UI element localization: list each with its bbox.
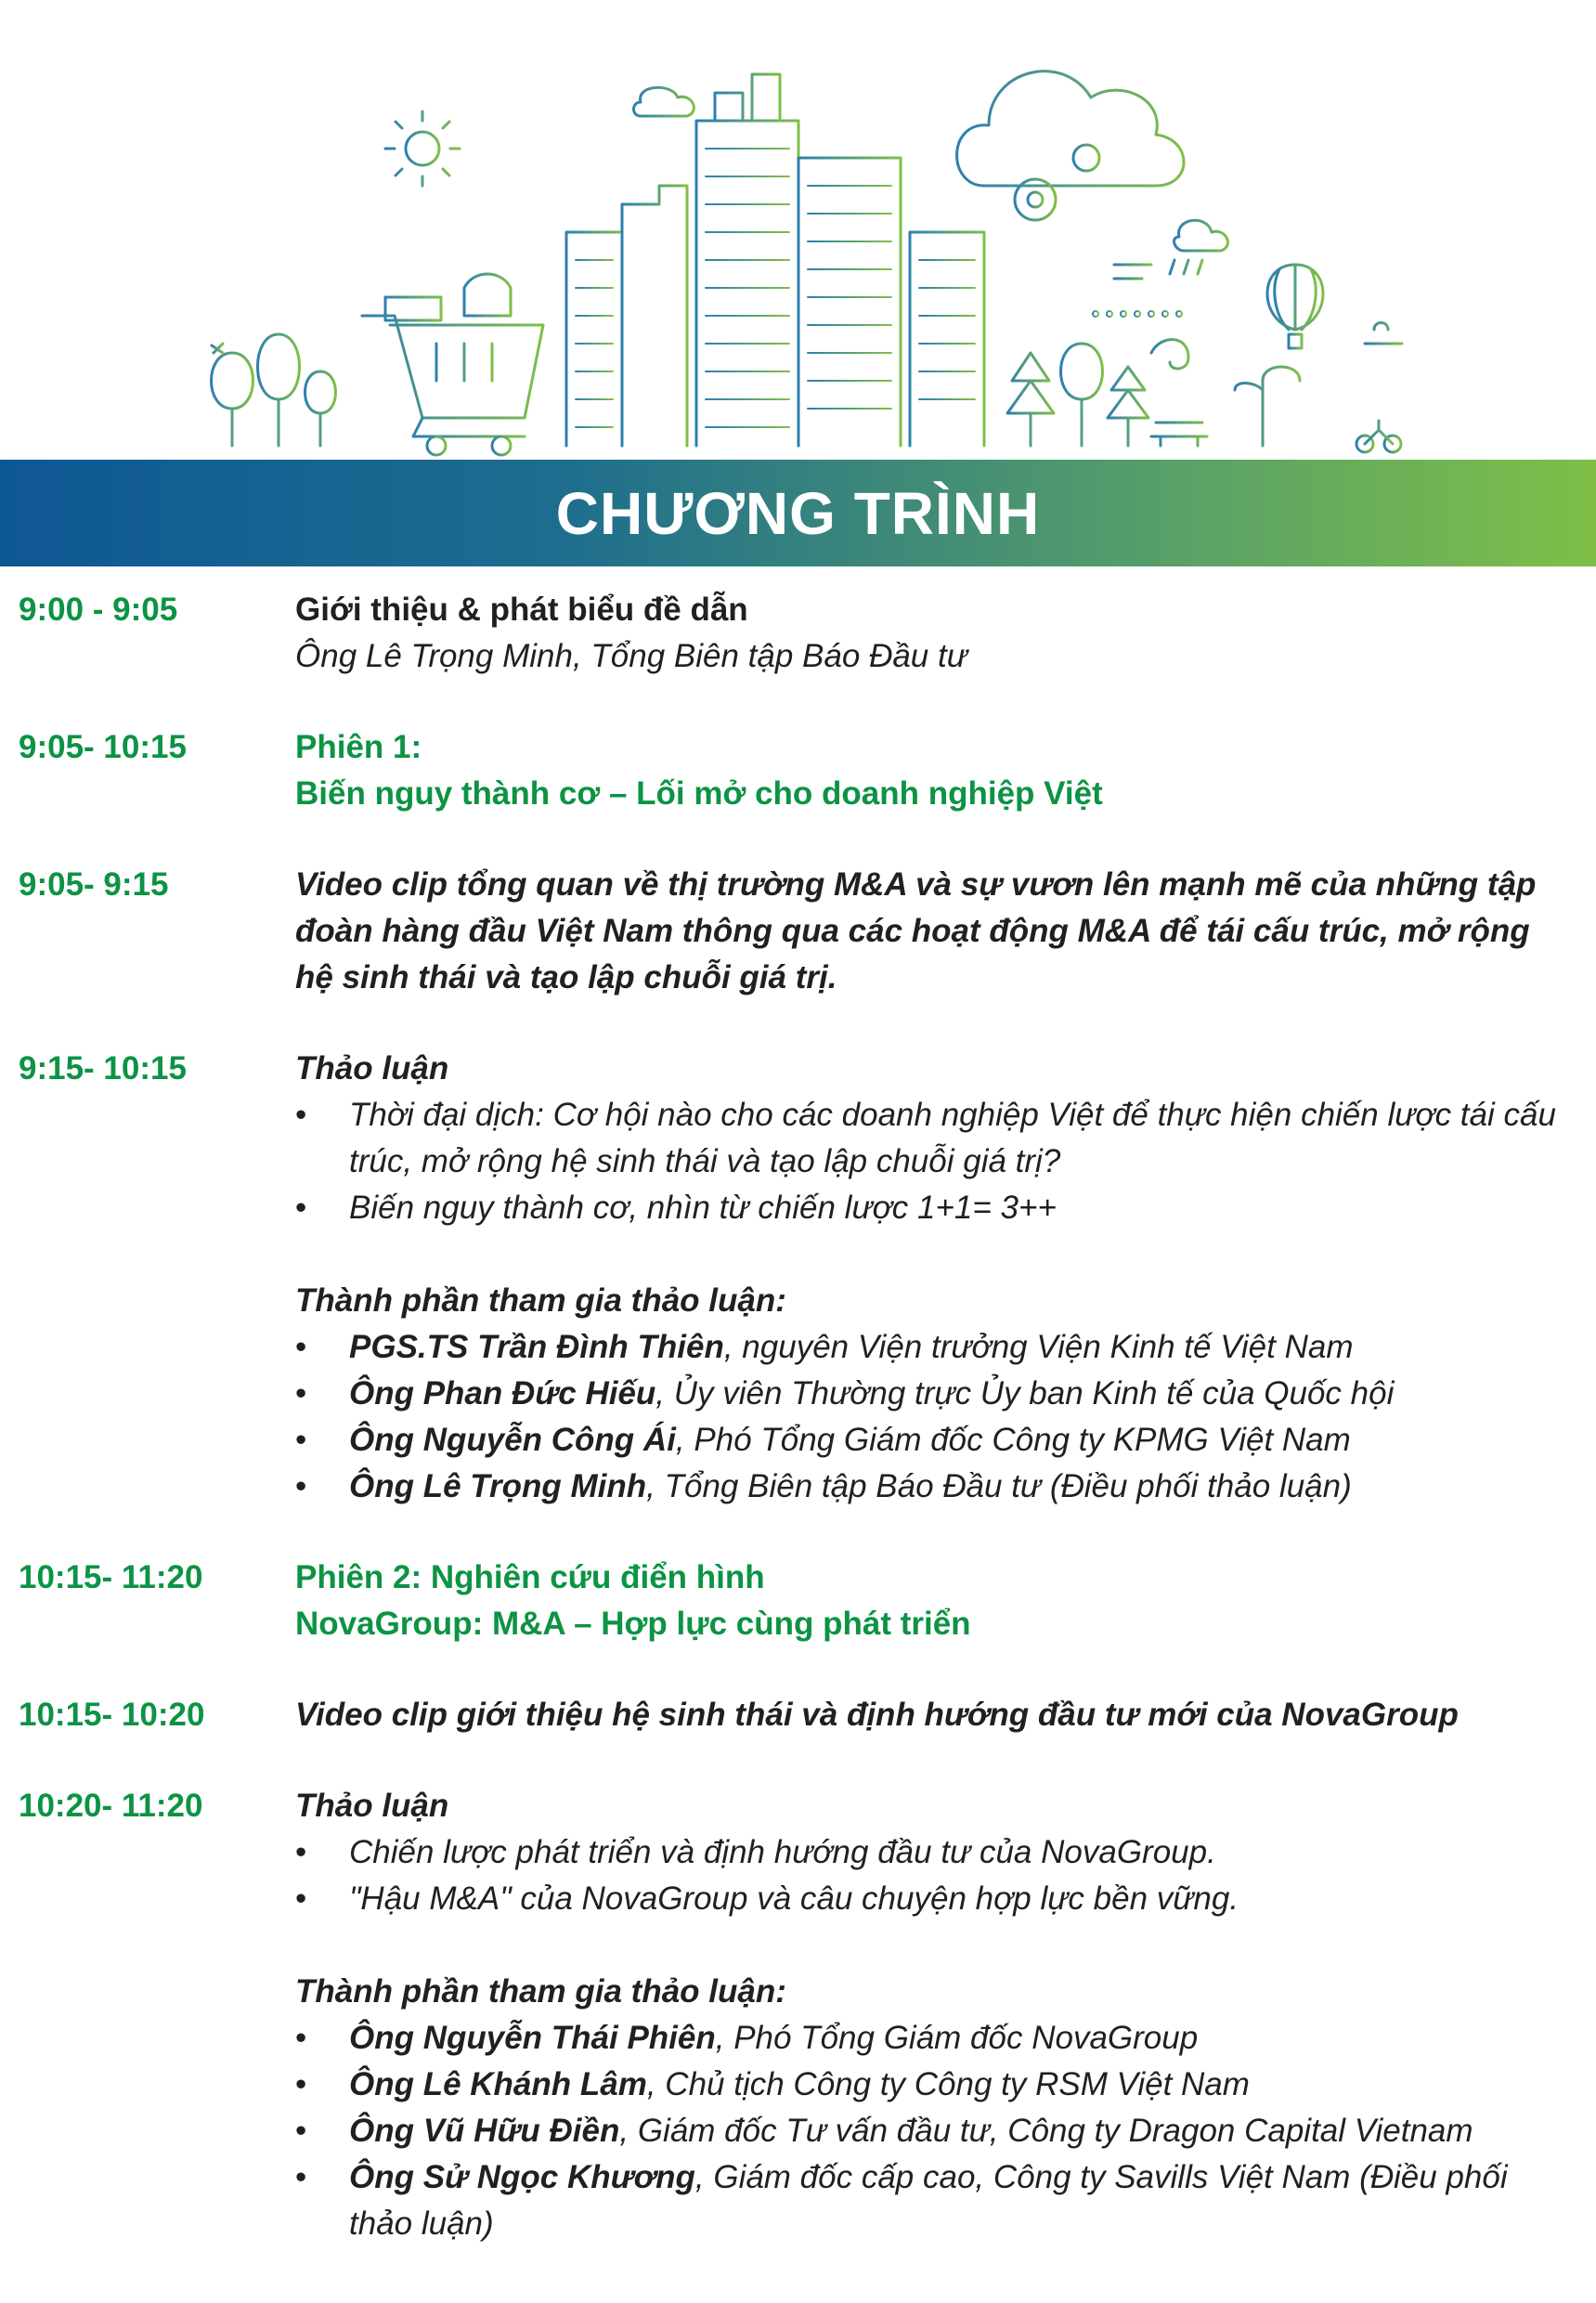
- agenda-description: Video clip tổng quan về thị trường M&A và sự vươn lên mạnh mẽ của những tập đoàn hàng đầu Việt Nam thông qua các hoạt động M&A để tái cấu trúc, mở rộng hệ sinh thái và tạo lập chuỗi giá trị.: [295, 866, 1537, 995]
- panelist-name: Ông Lê Trọng Minh: [349, 1468, 647, 1504]
- list-item: • Thời đại dịch: Cơ hội nào cho các doanh nghiệp Việt để thực hiện chiến lược tái cấu trúc, mở rộng hệ sinh thái và tạo lập chuỗi giá trị?: [295, 1092, 1567, 1185]
- panelist: [295, 2015, 1567, 2062]
- panelist-role: , Giám đốc cấp cao, Công ty Savills Việt Nam (Điều phối thảo luận): [349, 2159, 1508, 2242]
- panelist: [295, 1417, 1567, 1464]
- panelist-name: Ông Phan Đức Hiếu: [349, 1375, 656, 1412]
- panelist-role: , Phó Tổng Giám đốc Công ty KPMG Việt Nam: [675, 1422, 1351, 1458]
- panelist-role: , nguyên Viện trưởng Viện Kinh tế Việt Nam: [723, 1329, 1354, 1365]
- panelist: [295, 2154, 1567, 2247]
- panelist-name: PGS.TS Trần Đình Thiên: [349, 1329, 724, 1365]
- panelist: [295, 1464, 1567, 1510]
- panelist-name: Ông Vũ Hữu Điền: [349, 2113, 620, 2149]
- agenda-item: [0, 724, 1596, 817]
- page-title: CHƯƠNG TRÌNH: [555, 479, 1041, 547]
- panelist-role: , Phó Tổng Giám đốc NovaGroup: [715, 2020, 1199, 2056]
- session-title: NovaGroup: M&A – Hợp lực cùng phát triển: [295, 1606, 971, 1642]
- panelist-list: [295, 2015, 1567, 2247]
- panelist: [295, 1324, 1567, 1371]
- agenda-item: [0, 1555, 1596, 1647]
- list-item: • "Hậu M&A" của NovaGroup và câu chuyện hợp lực bền vững.: [295, 1876, 1567, 1922]
- discussion-heading: Thảo luận: [295, 1050, 449, 1086]
- discussion-topics: [295, 1829, 1567, 1922]
- agenda-time: 9:00 - 9:05: [19, 592, 178, 628]
- discussion-topics: [295, 1092, 1567, 1231]
- session-label: Phiên 1:: [295, 729, 422, 765]
- panelist-role: , Ủy viên Thường trực Ủy ban Kinh tế của Quốc hội: [655, 1375, 1395, 1412]
- panelist-list: [295, 1324, 1567, 1510]
- agenda-item: [0, 1692, 1596, 1738]
- agenda-time: 9:05- 10:15: [19, 729, 187, 765]
- agenda: [0, 587, 1596, 2292]
- discussion-heading: Thảo luận: [295, 1788, 449, 1824]
- panel-heading: Thành phần tham gia thảo luận:: [295, 1282, 786, 1319]
- list-item: • Biến nguy thành cơ, nhìn từ chiến lược 1+1= 3++: [295, 1185, 1567, 1231]
- header-banner: [0, 460, 1596, 566]
- agenda-time: 9:05- 9:15: [19, 866, 169, 903]
- agenda-time: 10:15- 11:20: [19, 1559, 203, 1595]
- agenda-title: Giới thiệu & phát biểu đề dẫn: [295, 592, 748, 628]
- panelist-name: Ông Lê Khánh Lâm: [349, 2066, 647, 2102]
- panelist: [295, 2108, 1567, 2154]
- agenda-item: [0, 587, 1596, 680]
- agenda-description: Video clip giới thiệu hệ sinh thái và định hướng đầu tư mới của NovaGroup: [295, 1697, 1459, 1733]
- city-illustration: [0, 0, 1596, 460]
- agenda-time: 9:15- 10:15: [19, 1050, 187, 1086]
- panelist-role: , Giám đốc Tư vấn đầu tư, Công ty Dragon Capital Vietnam: [619, 2113, 1473, 2149]
- agenda-speaker: Ông Lê Trọng Minh, Tổng Biên tập Báo Đầu tư: [295, 638, 967, 674]
- agenda-time: 10:15- 10:20: [19, 1697, 205, 1733]
- agenda-time: 10:20- 11:20: [19, 1788, 203, 1824]
- panelist-role: , Chủ tịch Công ty Công ty RSM Việt Nam: [646, 2066, 1250, 2102]
- panel-heading: Thành phần tham gia thảo luận:: [295, 1973, 786, 2010]
- panelist: [295, 1371, 1567, 1417]
- agenda-item: [0, 1046, 1596, 1510]
- session-label: Phiên 2: Nghiên cứu điển hình: [295, 1559, 765, 1595]
- panelist: [295, 2062, 1567, 2108]
- panelist-role: , Tổng Biên tập Báo Đầu tư (Điều phối thảo luận): [646, 1468, 1352, 1504]
- panelist-name: Ông Nguyễn Công Ái: [349, 1422, 676, 1458]
- list-item: • Chiến lược phát triển và định hướng đầu tư của NovaGroup.: [295, 1829, 1567, 1876]
- agenda-item: [0, 862, 1596, 1001]
- agenda-item: [0, 1783, 1596, 2247]
- panelist-name: Ông Sử Ngọc Khương: [349, 2159, 695, 2195]
- session-title: Biến nguy thành cơ – Lối mở cho doanh nghiệp Việt: [295, 775, 1103, 812]
- panelist-name: Ông Nguyễn Thái Phiên: [349, 2020, 716, 2056]
